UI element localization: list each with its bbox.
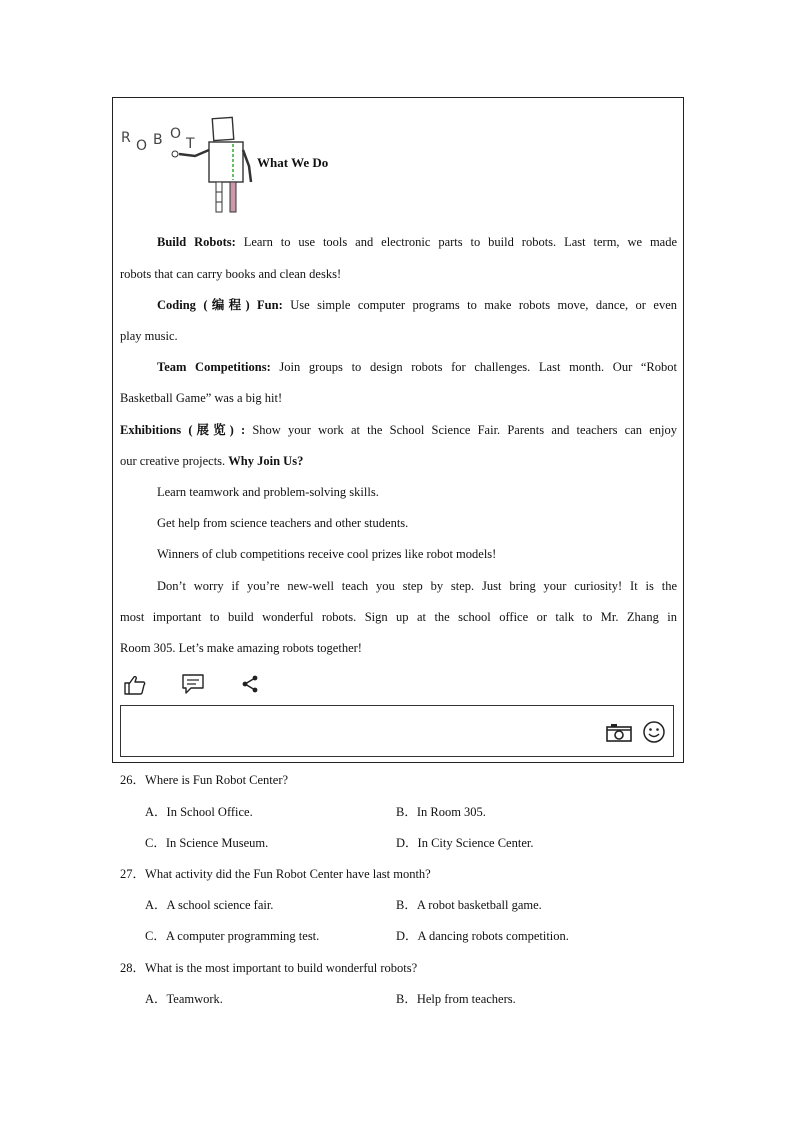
exhibitions-line2: our creative projects. Why Join Us? <box>120 454 304 468</box>
build-robots-line2: robots that can carry books and clean desks! <box>120 267 342 281</box>
robot-illustration <box>119 114 259 220</box>
team-label: Team Competitions: <box>157 360 271 374</box>
question-28: 28．What is the most important to build wonderful robots? <box>120 961 418 975</box>
robot-logo-letter: O <box>170 126 182 142</box>
coding-line1: Coding (编程) Fun: Use simple computer programs to make robots move, dance, or even <box>157 298 678 312</box>
comment-icon[interactable] <box>181 673 205 695</box>
closing-line1: Don’t worry if you’re new-well teach you step by step. Just bring your curiosity! It is the <box>157 579 677 593</box>
option-27-b[interactable]: B．A robot basketball game. <box>396 898 542 912</box>
benefit-item: Winners of club competitions receive cool prizes like robot models! <box>157 547 497 561</box>
question-26: 26．Where is Fun Robot Center? <box>120 773 289 787</box>
team-line2: Basketball Game” was a big hit! <box>120 391 283 405</box>
exhibitions-label: Exhibitions (展览) : <box>120 423 246 437</box>
thumbs-up-icon[interactable] <box>123 674 147 696</box>
build-robots-line1: Build Robots: Learn to use tools and electronic parts to build robots. Last term, we made <box>157 235 678 249</box>
share-icon[interactable] <box>240 674 260 694</box>
option-26-d[interactable]: D．In City Science Center. <box>396 836 534 850</box>
comment-input[interactable] <box>120 705 674 757</box>
smiley-icon[interactable] <box>642 720 666 744</box>
option-27-c[interactable]: C．A computer programming test. <box>145 929 320 943</box>
option-26-b[interactable]: B．In Room 305. <box>396 805 486 819</box>
robot-logo-letter: T <box>186 136 195 152</box>
robot-logo-letter: B <box>153 132 163 148</box>
option-28-a[interactable]: A．Teamwork. <box>145 992 223 1006</box>
benefit-item: Get help from science teachers and other students. <box>157 516 409 530</box>
option-27-a[interactable]: A．A school science fair. <box>145 898 274 912</box>
option-26-c[interactable]: C．In Science Museum. <box>145 836 269 850</box>
robot-logo-letter: O <box>136 138 148 154</box>
benefit-item: Learn teamwork and problem-solving skills. <box>157 485 379 499</box>
closing-line3: Room 305. Let’s make amazing robots together! <box>120 641 362 655</box>
option-26-a[interactable]: A．In School Office. <box>145 805 253 819</box>
exhibitions-line1: Exhibitions (展览) : Show your work at the School Science Fair. Parents and teachers can enjoy <box>120 423 677 437</box>
robot-logo-letter: R <box>121 130 131 146</box>
question-27: 27．What activity did the Fun Robot Center have last month? <box>120 867 431 881</box>
closing-line2: most important to build wonderful robots. Sign up at the school office or talk to Mr. Zhang in <box>120 610 677 624</box>
camera-icon[interactable] <box>605 721 633 743</box>
why-join-label: Why Join Us? <box>228 454 304 468</box>
option-28-b[interactable]: B．Help from teachers. <box>396 992 516 1006</box>
section-heading: What We Do <box>257 155 329 170</box>
coding-label: Coding (编程) Fun: <box>157 298 283 312</box>
team-line1: Team Competitions: Join groups to design robots for challenges. Last month. Our “Robot <box>157 360 677 374</box>
build-robots-label: Build Robots: <box>157 235 236 249</box>
option-27-d[interactable]: D．A dancing robots competition. <box>396 929 569 943</box>
coding-line2: play music. <box>120 329 178 343</box>
